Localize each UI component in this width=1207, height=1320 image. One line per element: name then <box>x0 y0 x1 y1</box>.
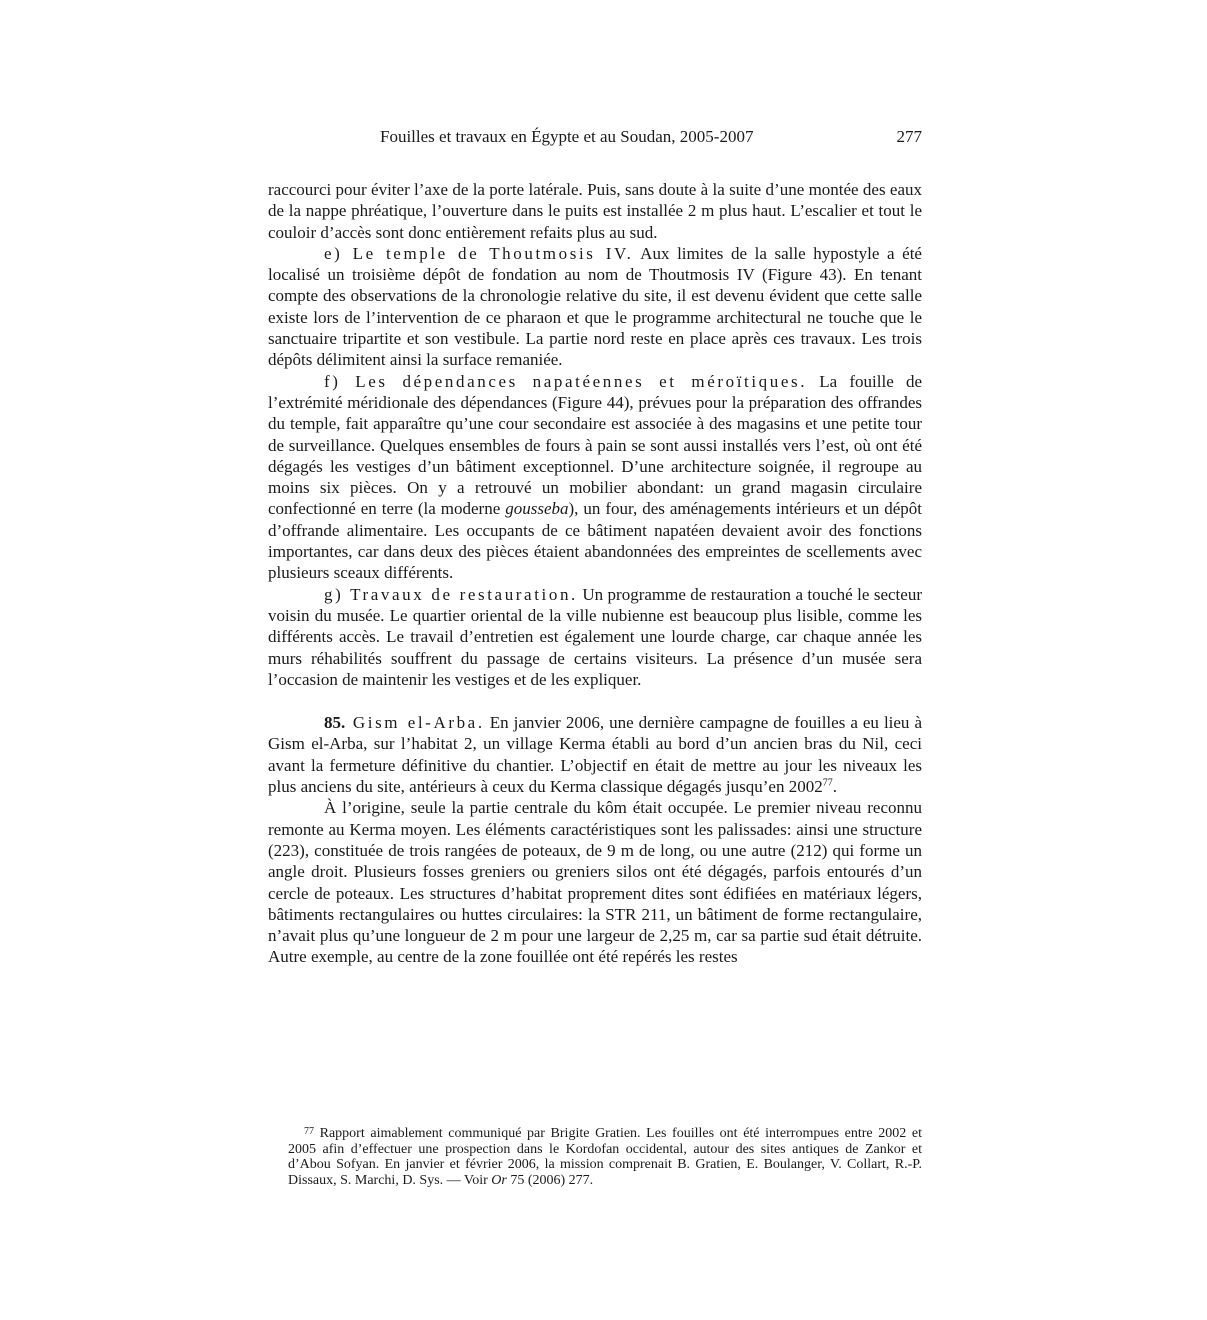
footnote-ref-77[interactable]: 77 <box>822 777 833 789</box>
entry-85-end: . <box>832 777 837 797</box>
footnote-end: 75 (2006) 277. <box>506 1172 594 1188</box>
entry-85-heading: Gism el-Arba. <box>345 713 485 733</box>
footnote-77 <box>288 1126 922 1188</box>
running-title: Fouilles et travaux en Égypte et au Soudan, 2005-2007 <box>380 127 754 146</box>
paragraph-section-f <box>268 371 922 584</box>
section-f-heading: f) Les dépendances napatéennes et méroïtiques. <box>324 371 808 391</box>
paragraph-section-e <box>268 243 922 371</box>
section-e-text: Aux limites de la salle hypostyle a été localisé un troisième dépôt de fondation au nom de Thoutmosis IV (Figure 43). En tenant compte des observations de la chronologie relative du site, il est devenu évident que cette salle existe lors de l’intervention de ce pharaon et que le programme architectural ne touche que le sanctuaire tripartite et son vestibule. La partie nord reste en place après ces travaux. Les trois dépôts délimitent ainsi la surface remaniée. <box>268 243 922 370</box>
paragraph-origin: À l’origine, seule la partie centrale du kôm était occupée. Le premier niveau reconnu remonte au Kerma moyen. Les éléments caractéristiques sont les palissades: ainsi une structure (223), constituée de trois rangées de poteaux, de 9 m de long, ou une autre (212) qui forme un angle droit. Plusieurs fosses greniers ou greniers silos ont été dégagés, parfois entourés d’un cercle de poteaux. Les structures d’habitat proprement dites sont édifiées en matériaux légers, bâtiments rectangulaires ou huttes circulaires: la STR 211, un bâtiment de forme rectangulaire, n’avait plus qu’une longueur de 2 m pour une largeur de 2,25 m, car sa partie sud était détruite. Autre exemple, au centre de la zone fouillée ont été repérés les restes <box>268 798 922 967</box>
paragraph-section-g <box>268 584 922 690</box>
footnotes <box>288 1126 922 1188</box>
section-f-text-1: La fouille de l’extrémité méridionale des dépendances (Figure 44), prévues pour la préparation des offrandes du temple, fait apparaître qu’une cour secondaire est associée à des magasins et une petite tour de surveillance. Quelques ensembles de fours à pain se sont aussi installés vers l’est, où ont été dégagés les vestiges d’un bâtiment exceptionnel. D’une architecture soignée, il regroupe au moins six pièces. On y a retrouvé un mobilier abondant: un grand magasin circulaire confectionné en terre (la moderne <box>268 371 923 519</box>
paragraph-continuation: raccourci pour éviter l’axe de la porte latérale. Puis, sans doute à la suite d’une montée des eaux de la nappe phréatique, l’ouverture dans le puits est installée 2 m plus haut. L’escalier et tout le couloir d’accès sont donc entièrement refaits plus au sud. <box>268 180 922 242</box>
paragraph-entry-85 <box>268 712 922 797</box>
running-head <box>268 127 922 149</box>
section-g-text: Un programme de restauration a touché le secteur voisin du musée. Le quartier oriental de la ville nubienne est beaucoup plus lisible, comme les différents accès. Le travail d’entretien est également une lourde charge, car chaque année les murs réhabilités souffrent du passage de certains visiteurs. La présence d’un musée sera l’occasion de maintenir les vestiges et de les expliquer. <box>268 584 922 689</box>
entry-85-number: 85. <box>324 713 346 733</box>
footnote-italic: Or <box>491 1172 507 1188</box>
entry-85-text: En janvier 2006, une dernière campagne de fouilles a eu lieu à Gism el-Arba, sur l’habitat 2, un village Kerma établi au bord d’un ancien bras du Nil, ceci avant la fermeture définitive du chantier. L’objectif en était de mettre au jour les niveaux les plus anciens du site, antérieurs à ceux du Kerma classique dégagés jusqu’en 2002 <box>268 713 922 797</box>
section-e-heading: e) Le temple de Thoutmosis IV. <box>324 243 634 263</box>
section-gap <box>268 690 922 712</box>
footnote-number: 77 <box>304 1126 314 1137</box>
section-f-text-2: ), un four, des aménagements intérieurs et un dépôt d’offrande alimentaire. Les occupants de ce bâtiment napatéen devaient avoir des fonctions importantes, car dans deux des pièces étaient abandonnées des empreintes de scellements avec plusieurs sceaux différents. <box>268 499 922 583</box>
body-text <box>268 179 922 968</box>
page-number: 277 <box>896 127 922 146</box>
section-f-italic-term: gousseba <box>505 499 569 519</box>
section-g-heading: g) Travaux de restauration. <box>324 584 578 604</box>
footnote-text: Rapport aimablement communiqué par Brigite Gratien. Les fouilles ont été interrompues entre 2002 et 2005 afin d’effectuer une prospection dans le Kordofan occidental, autour des sites antiques de Zankor et d’Abou Sofyan. En janvier et février 2006, la mission comprenait B. Gratien, E. Boulanger, V. Collart, R.-P. Dissaux, S. Marchi, D. Sys. — Voir <box>288 1126 922 1188</box>
